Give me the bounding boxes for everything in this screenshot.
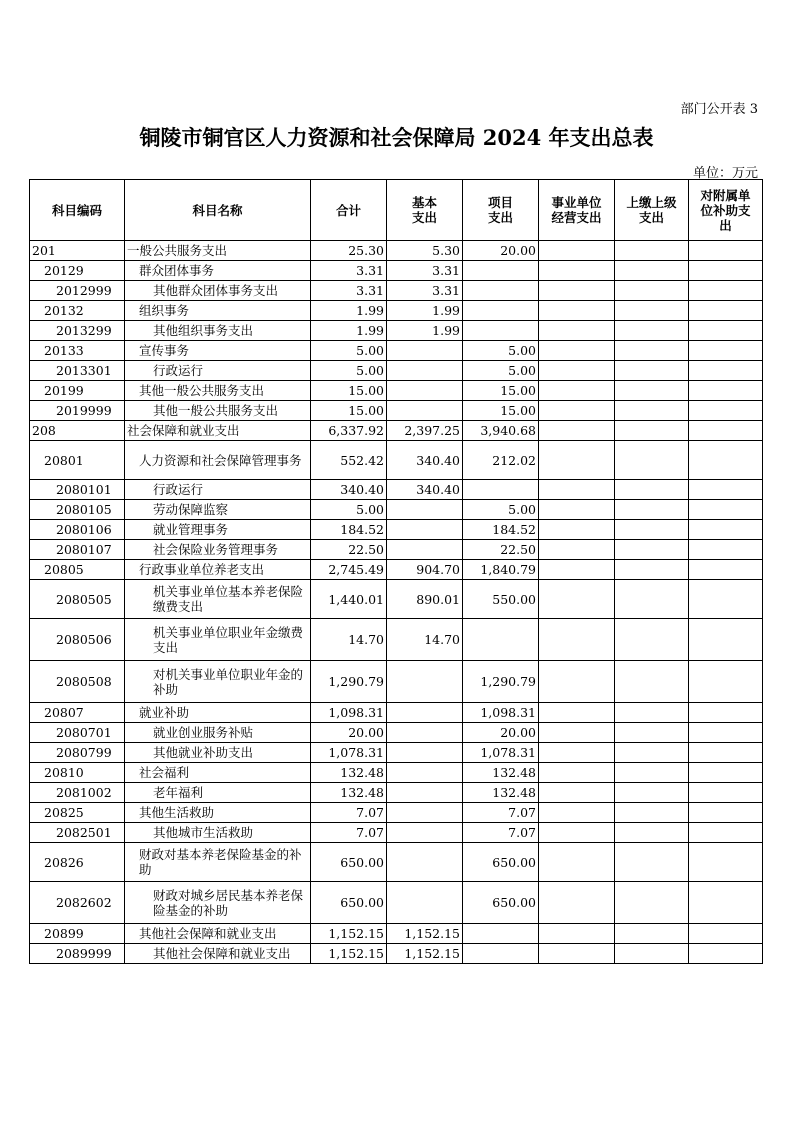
row-code: 20810 <box>30 763 125 783</box>
row-business <box>539 619 615 661</box>
row-code: 2080506 <box>30 619 125 661</box>
row-upper <box>615 723 689 743</box>
row-upper <box>615 281 689 301</box>
header-business-line1: 事业单位 <box>551 195 602 210</box>
row-project: 15.00 <box>463 381 539 401</box>
header-subsidiary <box>689 180 763 241</box>
row-business <box>539 361 615 381</box>
row-upper <box>615 520 689 540</box>
row-business <box>539 661 615 703</box>
table-row <box>30 241 763 261</box>
row-business <box>539 441 615 480</box>
row-total: 552.42 <box>311 441 387 480</box>
row-code: 2082501 <box>30 823 125 843</box>
row-subsidiary <box>689 540 763 560</box>
table-row <box>30 763 763 783</box>
row-business <box>539 944 615 964</box>
row-name: 其他社会保障和就业支出 <box>125 924 311 944</box>
row-code: 2089999 <box>30 944 125 964</box>
row-upper <box>615 661 689 703</box>
row-subsidiary <box>689 661 763 703</box>
row-total: 3.31 <box>311 281 387 301</box>
header-name: 科目名称 <box>125 180 311 241</box>
row-name: 其他群众团体事务支出 <box>125 281 311 301</box>
row-project <box>463 281 539 301</box>
row-total: 5.00 <box>311 500 387 520</box>
row-upper <box>615 341 689 361</box>
row-basic <box>387 341 463 361</box>
table-row <box>30 661 763 703</box>
row-code: 2080106 <box>30 520 125 540</box>
row-total: 1,440.01 <box>311 580 387 619</box>
header-subsidiary-line3: 出 <box>719 217 732 233</box>
header-total: 合计 <box>311 180 387 241</box>
row-project <box>463 301 539 321</box>
row-code: 2080105 <box>30 500 125 520</box>
row-code: 20805 <box>30 560 125 580</box>
row-total: 1.99 <box>311 301 387 321</box>
row-business <box>539 381 615 401</box>
header-business-line2: 经营支出 <box>551 210 602 225</box>
header-row <box>30 180 763 241</box>
row-business <box>539 480 615 500</box>
table-row <box>30 580 763 619</box>
table-row <box>30 381 763 401</box>
row-business <box>539 924 615 944</box>
row-name: 社会福利 <box>125 763 311 783</box>
row-project <box>463 619 539 661</box>
row-code: 20807 <box>30 703 125 723</box>
header-project-line2: 支出 <box>487 210 513 225</box>
row-business <box>539 560 615 580</box>
header-subsidiary-line1: 对附属单 <box>700 187 751 203</box>
row-total: 25.30 <box>311 241 387 261</box>
row-subsidiary <box>689 321 763 341</box>
row-total: 5.00 <box>311 361 387 381</box>
table-row <box>30 361 763 381</box>
row-name: 一般公共服务支出 <box>125 241 311 261</box>
row-business <box>539 321 615 341</box>
row-code: 20801 <box>30 441 125 480</box>
row-code: 2080799 <box>30 743 125 763</box>
row-code: 208 <box>30 421 125 441</box>
table-row <box>30 823 763 843</box>
row-business <box>539 421 615 441</box>
header-basic-line1: 基本 <box>411 195 437 210</box>
row-name: 组织事务 <box>125 301 311 321</box>
row-total: 5.00 <box>311 341 387 361</box>
row-project <box>463 924 539 944</box>
row-basic <box>387 743 463 763</box>
table-row <box>30 441 763 480</box>
row-basic <box>387 540 463 560</box>
table-row <box>30 520 763 540</box>
row-name: 群众团体事务 <box>125 261 311 281</box>
row-business <box>539 281 615 301</box>
row-name: 财政对基本养老保险基金的补助 <box>125 843 311 882</box>
table-row <box>30 480 763 500</box>
row-upper <box>615 480 689 500</box>
row-upper <box>615 882 689 924</box>
row-business <box>539 783 615 803</box>
row-business <box>539 301 615 321</box>
row-name: 机关事业单位职业年金缴费支出 <box>125 619 311 661</box>
row-upper <box>615 421 689 441</box>
row-basic <box>387 703 463 723</box>
header-subsidiary-line2: 位补助支 <box>700 202 751 218</box>
row-project: 5.00 <box>463 361 539 381</box>
row-project: 20.00 <box>463 723 539 743</box>
table-row <box>30 321 763 341</box>
row-project: 1,290.79 <box>463 661 539 703</box>
row-code: 20129 <box>30 261 125 281</box>
row-total: 132.48 <box>311 783 387 803</box>
header-basic <box>387 180 463 241</box>
row-project: 1,098.31 <box>463 703 539 723</box>
row-name: 劳动保障监察 <box>125 500 311 520</box>
row-total: 132.48 <box>311 763 387 783</box>
row-code: 20899 <box>30 924 125 944</box>
row-name: 机关事业单位基本养老保险缴费支出 <box>125 580 311 619</box>
row-project: 132.48 <box>463 763 539 783</box>
row-name: 行政运行 <box>125 480 311 500</box>
row-business <box>539 803 615 823</box>
row-basic <box>387 763 463 783</box>
row-upper <box>615 361 689 381</box>
row-project: 15.00 <box>463 401 539 421</box>
row-basic <box>387 520 463 540</box>
row-basic <box>387 361 463 381</box>
row-basic <box>387 500 463 520</box>
row-code: 20132 <box>30 301 125 321</box>
table-row <box>30 803 763 823</box>
row-business <box>539 843 615 882</box>
page-title: 铜陵市铜官区人力资源和社会保障局 2024 年支出总表 <box>139 125 654 150</box>
row-basic <box>387 823 463 843</box>
row-name: 社会保障和就业支出 <box>125 421 311 441</box>
row-name: 老年福利 <box>125 783 311 803</box>
row-project: 1,840.79 <box>463 560 539 580</box>
row-code: 2019999 <box>30 401 125 421</box>
table-row <box>30 924 763 944</box>
row-code: 20199 <box>30 381 125 401</box>
row-upper <box>615 703 689 723</box>
row-code: 2013299 <box>30 321 125 341</box>
row-subsidiary <box>689 401 763 421</box>
row-total: 6,337.92 <box>311 421 387 441</box>
header-project-line1: 项目 <box>487 195 513 210</box>
row-name: 就业管理事务 <box>125 520 311 540</box>
row-project: 5.00 <box>463 341 539 361</box>
row-total: 650.00 <box>311 882 387 924</box>
row-basic: 2,397.25 <box>387 421 463 441</box>
row-code: 2080101 <box>30 480 125 500</box>
row-basic <box>387 882 463 924</box>
table-row <box>30 421 763 441</box>
row-name: 行政运行 <box>125 361 311 381</box>
row-upper <box>615 823 689 843</box>
row-total: 7.07 <box>311 803 387 823</box>
row-business <box>539 500 615 520</box>
row-basic <box>387 843 463 882</box>
row-name: 行政事业单位养老支出 <box>125 560 311 580</box>
header-project <box>463 180 539 241</box>
row-name: 其他社会保障和就业支出 <box>125 944 311 964</box>
row-subsidiary <box>689 500 763 520</box>
row-subsidiary <box>689 944 763 964</box>
row-name: 其他一般公共服务支出 <box>125 401 311 421</box>
table-row <box>30 882 763 924</box>
row-upper <box>615 944 689 964</box>
row-basic: 340.40 <box>387 441 463 480</box>
row-total: 1,078.31 <box>311 743 387 763</box>
row-subsidiary <box>689 241 763 261</box>
row-project: 550.00 <box>463 580 539 619</box>
row-subsidiary <box>689 843 763 882</box>
row-business <box>539 341 615 361</box>
table-row <box>30 301 763 321</box>
row-project: 650.00 <box>463 843 539 882</box>
header-basic-line2: 支出 <box>411 210 437 225</box>
row-code: 2082602 <box>30 882 125 924</box>
table-row <box>30 783 763 803</box>
row-code: 20825 <box>30 803 125 823</box>
row-total: 14.70 <box>311 619 387 661</box>
row-total: 15.00 <box>311 381 387 401</box>
row-upper <box>615 924 689 944</box>
row-basic: 3.31 <box>387 281 463 301</box>
row-total: 1,152.15 <box>311 924 387 944</box>
row-project: 7.07 <box>463 823 539 843</box>
row-name: 财政对城乡居民基本养老保险基金的补助 <box>125 882 311 924</box>
row-name: 其他城市生活救助 <box>125 823 311 843</box>
row-basic: 1.99 <box>387 321 463 341</box>
row-upper <box>615 763 689 783</box>
row-subsidiary <box>689 281 763 301</box>
header-upper <box>615 180 689 241</box>
row-subsidiary <box>689 301 763 321</box>
header-business <box>539 180 615 241</box>
row-code: 201 <box>30 241 125 261</box>
row-code: 2081002 <box>30 783 125 803</box>
row-code: 2080505 <box>30 580 125 619</box>
row-subsidiary <box>689 381 763 401</box>
row-basic <box>387 401 463 421</box>
row-upper <box>615 401 689 421</box>
row-project: 22.50 <box>463 540 539 560</box>
row-upper <box>615 540 689 560</box>
table-row <box>30 703 763 723</box>
expenditure-table <box>29 179 763 964</box>
row-name: 宣传事务 <box>125 341 311 361</box>
row-name: 其他生活救助 <box>125 803 311 823</box>
row-subsidiary <box>689 763 763 783</box>
row-upper <box>615 500 689 520</box>
row-upper <box>615 301 689 321</box>
row-business <box>539 763 615 783</box>
row-business <box>539 743 615 763</box>
row-name: 其他一般公共服务支出 <box>125 381 311 401</box>
row-code: 20133 <box>30 341 125 361</box>
row-subsidiary <box>689 421 763 441</box>
row-project: 1,078.31 <box>463 743 539 763</box>
row-upper <box>615 580 689 619</box>
row-code: 2080701 <box>30 723 125 743</box>
row-code: 2013301 <box>30 361 125 381</box>
row-total: 1,290.79 <box>311 661 387 703</box>
row-upper <box>615 619 689 661</box>
row-code: 2080107 <box>30 540 125 560</box>
row-upper <box>615 261 689 281</box>
row-code: 2080508 <box>30 661 125 703</box>
row-upper <box>615 381 689 401</box>
row-upper <box>615 560 689 580</box>
table-row <box>30 743 763 763</box>
row-project <box>463 321 539 341</box>
row-basic: 340.40 <box>387 480 463 500</box>
row-upper <box>615 441 689 480</box>
row-business <box>539 261 615 281</box>
row-upper <box>615 843 689 882</box>
row-total: 3.31 <box>311 261 387 281</box>
row-total: 22.50 <box>311 540 387 560</box>
row-upper <box>615 803 689 823</box>
row-project: 650.00 <box>463 882 539 924</box>
row-basic: 5.30 <box>387 241 463 261</box>
row-basic: 1,152.15 <box>387 944 463 964</box>
row-name: 人力资源和社会保障管理事务 <box>125 441 311 480</box>
row-business <box>539 540 615 560</box>
table-row <box>30 560 763 580</box>
table-row <box>30 281 763 301</box>
row-subsidiary <box>689 803 763 823</box>
row-total: 7.07 <box>311 823 387 843</box>
row-total: 15.00 <box>311 401 387 421</box>
row-project: 3,940.68 <box>463 421 539 441</box>
row-project <box>463 480 539 500</box>
row-subsidiary <box>689 823 763 843</box>
table-row <box>30 261 763 281</box>
row-upper <box>615 241 689 261</box>
row-total: 1,152.15 <box>311 944 387 964</box>
row-subsidiary <box>689 882 763 924</box>
table-row <box>30 341 763 361</box>
row-upper <box>615 321 689 341</box>
row-business <box>539 401 615 421</box>
row-total: 184.52 <box>311 520 387 540</box>
row-name: 就业补助 <box>125 703 311 723</box>
row-name: 其他就业补助支出 <box>125 743 311 763</box>
unit-label: 单位：万元 <box>692 166 758 181</box>
row-subsidiary <box>689 924 763 944</box>
row-name: 社会保险业务管理事务 <box>125 540 311 560</box>
row-total: 340.40 <box>311 480 387 500</box>
row-basic <box>387 783 463 803</box>
row-total: 1,098.31 <box>311 703 387 723</box>
table-row <box>30 500 763 520</box>
header-code: 科目编码 <box>30 180 125 241</box>
row-subsidiary <box>689 703 763 723</box>
row-total: 2,745.49 <box>311 560 387 580</box>
row-business <box>539 723 615 743</box>
row-basic: 904.70 <box>387 560 463 580</box>
row-name: 对机关事业单位职业年金的补助 <box>125 661 311 703</box>
row-subsidiary <box>689 580 763 619</box>
row-project: 184.52 <box>463 520 539 540</box>
row-subsidiary <box>689 619 763 661</box>
row-code: 2012999 <box>30 281 125 301</box>
row-business <box>539 823 615 843</box>
table-row <box>30 723 763 743</box>
row-upper <box>615 783 689 803</box>
row-subsidiary <box>689 723 763 743</box>
row-subsidiary <box>689 261 763 281</box>
row-basic <box>387 723 463 743</box>
table-row <box>30 619 763 661</box>
row-total: 650.00 <box>311 843 387 882</box>
table-row <box>30 540 763 560</box>
row-basic: 3.31 <box>387 261 463 281</box>
row-business <box>539 703 615 723</box>
row-subsidiary <box>689 783 763 803</box>
table-row <box>30 401 763 421</box>
row-subsidiary <box>689 520 763 540</box>
row-business <box>539 580 615 619</box>
row-subsidiary <box>689 361 763 381</box>
row-business <box>539 520 615 540</box>
table-row <box>30 944 763 964</box>
header-upper-line1: 上缴上级 <box>626 195 677 210</box>
row-project: 7.07 <box>463 803 539 823</box>
row-basic <box>387 661 463 703</box>
row-basic: 890.01 <box>387 580 463 619</box>
row-business <box>539 882 615 924</box>
row-subsidiary <box>689 560 763 580</box>
row-basic: 1.99 <box>387 301 463 321</box>
row-project: 20.00 <box>463 241 539 261</box>
row-basic <box>387 381 463 401</box>
header-upper-line2: 支出 <box>638 210 664 225</box>
row-project: 5.00 <box>463 500 539 520</box>
row-total: 20.00 <box>311 723 387 743</box>
row-subsidiary <box>689 743 763 763</box>
table-row <box>30 843 763 882</box>
row-project <box>463 944 539 964</box>
page-label: 部门公开表 3 <box>680 102 758 117</box>
row-basic: 14.70 <box>387 619 463 661</box>
row-project <box>463 261 539 281</box>
row-business <box>539 241 615 261</box>
row-name: 就业创业服务补贴 <box>125 723 311 743</box>
row-project: 132.48 <box>463 783 539 803</box>
row-subsidiary <box>689 480 763 500</box>
row-project: 212.02 <box>463 441 539 480</box>
row-code: 20826 <box>30 843 125 882</box>
row-upper <box>615 743 689 763</box>
row-basic: 1,152.15 <box>387 924 463 944</box>
row-total: 1.99 <box>311 321 387 341</box>
row-subsidiary <box>689 341 763 361</box>
row-name: 其他组织事务支出 <box>125 321 311 341</box>
row-basic <box>387 803 463 823</box>
row-subsidiary <box>689 441 763 480</box>
